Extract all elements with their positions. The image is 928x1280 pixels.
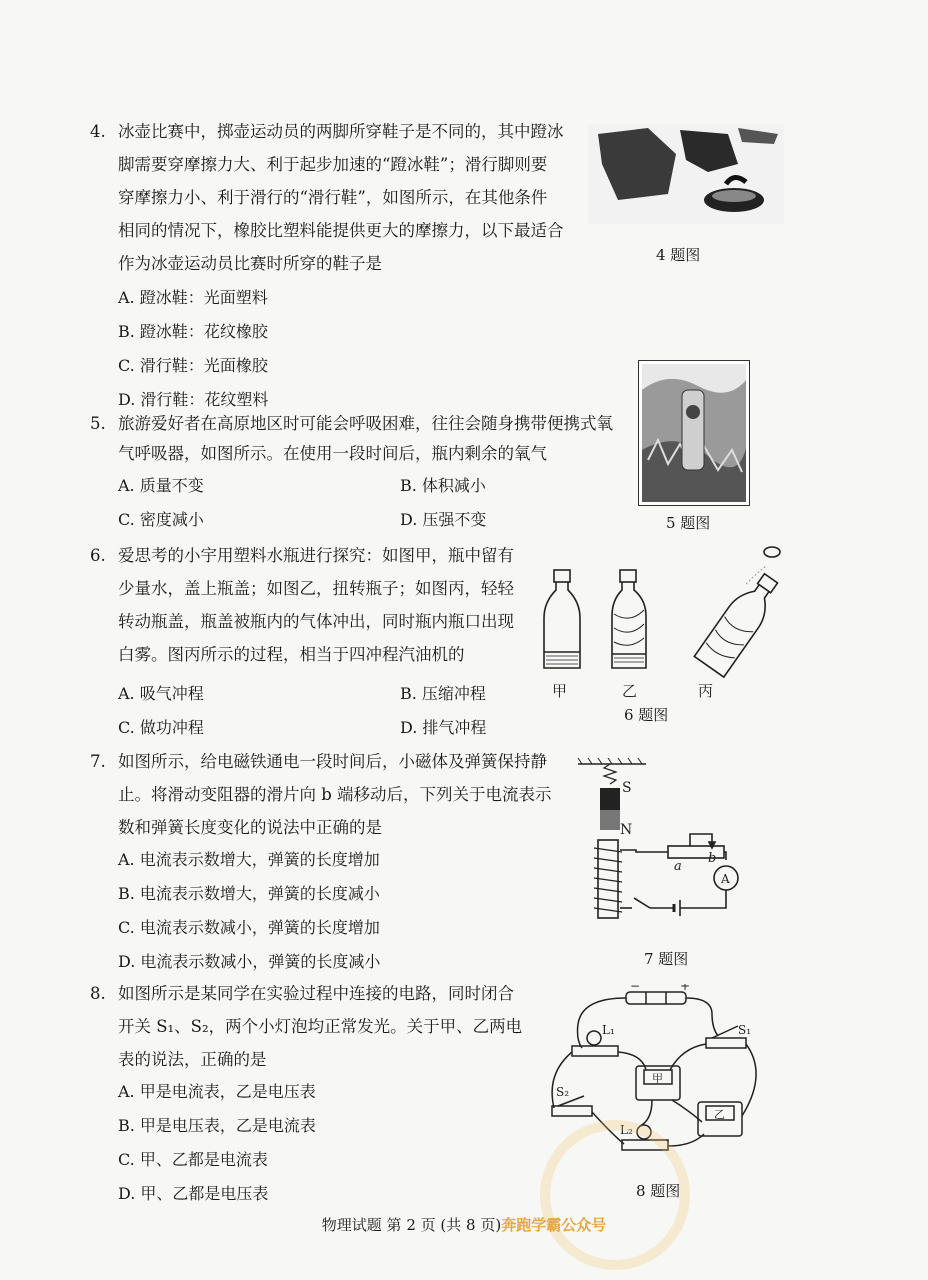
- option-d: D. 电流表示数减小，弹簧的长度减小: [118, 952, 381, 971]
- question-7: [90, 752, 590, 970]
- watermark-circle: [540, 1120, 690, 1270]
- battery: [626, 992, 686, 1004]
- option-c: C. 密度减小: [118, 510, 204, 529]
- question-number: 4.: [90, 122, 106, 141]
- option-b: B. 电流表示数增大，弹簧的长度减小: [118, 884, 380, 903]
- figure-4-curling-photo: [588, 124, 784, 224]
- question-text: 如图所示是某同学在实验过程中连接的电路，同时闭合: [118, 984, 514, 1003]
- lamp-l1-base: [572, 1046, 618, 1056]
- question-number: 6.: [90, 546, 106, 565]
- footer-text: 物理试题 第 2 页 (共 8 页): [321, 1216, 502, 1234]
- bottle-yi: [612, 570, 646, 668]
- option-a: A. 吸气冲程: [118, 684, 204, 703]
- question-5: [90, 414, 630, 534]
- option-a: A. 电流表示数增大，弹簧的长度增加: [118, 850, 380, 869]
- figure-caption: 4 题图: [656, 246, 701, 264]
- label-s: S: [622, 780, 632, 796]
- question-text: 气呼吸器，如图所示。在使用一段时间后，瓶内剩余的氧气: [118, 444, 547, 463]
- question-text: 作为冰壶运动员比赛时所穿的鞋子是: [118, 254, 382, 273]
- question-text: 转动瓶盖，瓶盖被瓶内的气体冲出，同时瓶内瓶口出现: [118, 612, 514, 631]
- switch-s1-base: [706, 1038, 746, 1048]
- question-text: 旅游爱好者在高原地区时可能会呼吸困难，往往会随身携带便携式氧: [118, 414, 613, 433]
- option-c: C. 滑行鞋：光面橡胶: [118, 356, 268, 375]
- question-8: [90, 984, 560, 1203]
- option-a: A. 质量不变: [118, 476, 204, 495]
- option-b: B. 体积减小: [400, 476, 486, 495]
- footer-watermark: 奔跑学霸公众号: [501, 1216, 607, 1234]
- question-number: 5.: [90, 414, 106, 433]
- label-n: N: [620, 822, 633, 838]
- question-text: 表的说法，正确的是: [118, 1050, 267, 1069]
- option-d: D. 滑行鞋：花纹塑料: [118, 390, 269, 409]
- figure-caption: 5 题图: [666, 514, 711, 532]
- question-text: 止。将滑动变阻器的滑片向 b 端移动后，下列关于电流表示: [118, 785, 552, 804]
- label-l1: L₁: [602, 1023, 615, 1037]
- figure-caption: 6 题图: [624, 706, 669, 724]
- label-jia: 甲: [552, 682, 568, 700]
- question-text: 爱思考的小宇用塑料水瓶进行探究：如图甲，瓶中留有: [118, 546, 514, 565]
- switch-s2-base: [552, 1106, 592, 1116]
- option-b: B. 蹬冰鞋：花纹橡胶: [118, 322, 268, 341]
- label-yi: 乙: [622, 682, 638, 700]
- page-footer: [0, 1214, 928, 1235]
- figure-6-bottles: [536, 544, 796, 712]
- option-a: A. 甲是电流表，乙是电压表: [118, 1082, 316, 1101]
- figure-7-electromagnet-circuit: [576, 752, 756, 928]
- question-text: 相同的情况下，橡胶比塑料能提供更大的摩擦力，以下最适合: [118, 221, 564, 240]
- label-s2: S₂: [556, 1085, 570, 1099]
- question-text: 开关 S₁、S₂，两个小灯泡均正常发光。关于甲、乙两电: [118, 1017, 523, 1036]
- ammeter-label: A: [721, 872, 730, 886]
- label-a: a: [674, 859, 682, 874]
- question-text: 少量水，盖上瓶盖；如图乙，扭转瓶子；如图丙，轻轻: [118, 579, 514, 598]
- question-number: 7.: [90, 752, 106, 771]
- label-bing: 丙: [698, 682, 714, 700]
- question-6: [90, 546, 550, 742]
- option-b: B. 压缩冲程: [400, 684, 486, 703]
- label-meter-jia: 甲: [652, 1072, 663, 1085]
- question-number: 8.: [90, 984, 106, 1003]
- option-d: D. 排气冲程: [400, 718, 487, 737]
- figure-caption: 7 题图: [644, 950, 689, 968]
- option-c: C. 做功冲程: [118, 718, 204, 737]
- question-text: 数和弹簧长度变化的说法中正确的是: [118, 818, 382, 837]
- question-text: 脚需要穿摩擦力大、利于起步加速的“蹬冰鞋”；滑行脚则要: [118, 155, 548, 174]
- bottle-jia: [544, 570, 580, 668]
- question-text: 如图所示，给电磁铁通电一段时间后，小磁体及弹簧保持静: [118, 752, 547, 771]
- option-d: D. 甲、乙都是电压表: [118, 1184, 269, 1203]
- label-s1: S₁: [738, 1023, 752, 1037]
- option-c: C. 甲、乙都是电流表: [118, 1150, 268, 1169]
- figure-caption: 8 题图: [636, 1182, 681, 1200]
- label-minus: −: [630, 984, 641, 993]
- question-text: 冰壶比赛中，掷壶运动员的两脚所穿鞋子是不同的，其中蹬冰: [118, 122, 564, 141]
- bottle-bing: [694, 568, 785, 677]
- question-text: 白雾。图丙所示的过程，相当于四冲程汽油机的: [118, 645, 465, 664]
- option-a: A. 蹬冰鞋：光面塑料: [118, 288, 268, 307]
- question-text: 穿摩擦力小、利于滑行的“滑行鞋”，如图所示，在其他条件: [118, 188, 548, 207]
- label-meter-yi: 乙: [714, 1108, 725, 1121]
- label-plus: +: [680, 984, 691, 993]
- option-c: C. 电流表示数减小，弹簧的长度增加: [118, 918, 380, 937]
- question-4: [90, 122, 610, 412]
- figure-5-oxygen-photo: [638, 360, 750, 506]
- label-b: b: [708, 851, 717, 866]
- option-b: B. 甲是电压表，乙是电流表: [118, 1116, 316, 1135]
- option-d: D. 压强不变: [400, 510, 487, 529]
- label-l2: L₂: [620, 1123, 633, 1137]
